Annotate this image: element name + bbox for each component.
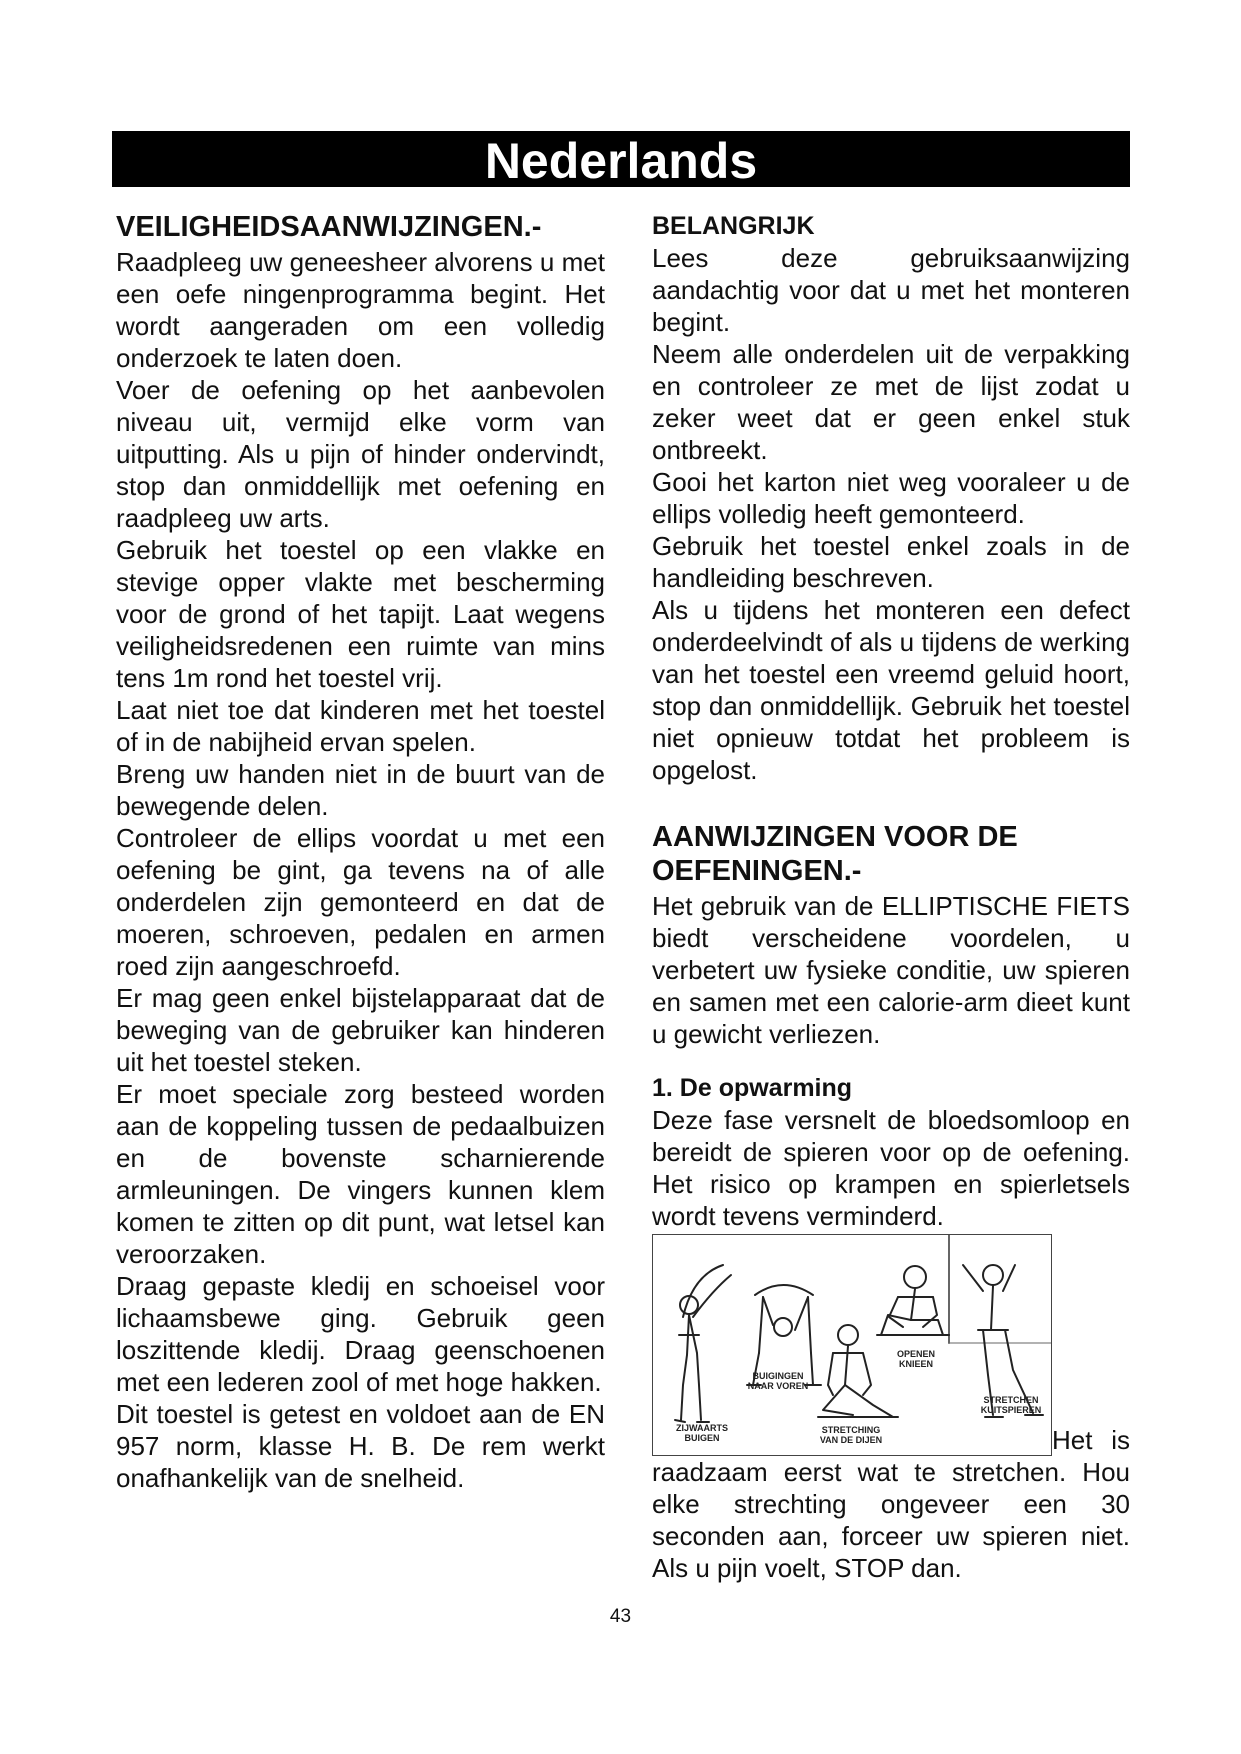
safety-paragraph: Dit toestel is getest en voldoet aan de EN 957 norm, klasse H. B. De rem werkt onafhankelijk van de snelheid.: [116, 1399, 605, 1493]
stretching-illustration: [652, 1234, 1052, 1456]
figure-label-line: KUITSPIEREN: [980, 1405, 1042, 1415]
safety-paragraph: Raadpleeg uw geneesheer alvorens u met een oefe ningenprogramma begint. Het wordt aangeraden om een volledig onderzoek te laten doen.: [116, 247, 605, 373]
figure-label-forward-bend: [735, 1371, 821, 1391]
exercise-heading-line: AANWIJZINGEN VOOR DE: [652, 821, 1018, 853]
figure-label-knee-opening: [881, 1349, 951, 1369]
figure-label-line: OPENEN: [896, 1349, 935, 1359]
exercise-heading-line: OEFENINGEN.-: [652, 855, 862, 887]
figure-label-line: NAAR VOREN: [747, 1381, 809, 1391]
figure-label-side-bend: [667, 1423, 737, 1443]
safety-paragraph: Draag gepaste kledij en schoeisel voor lichaamsbewe ging. Gebruik geen loszittende kledij. Draag geenschoenen met een lederen zool of met hoge hakken.: [116, 1271, 605, 1397]
warmup-heading: 1. De opwarming: [652, 1074, 853, 1102]
safety-paragraph: Er moet speciale zorg besteed worden aan de koppeling tussen de pedaalbuizen en de bovenste scharnierende armleuningen. De vingers kunnen klem komen te zitten op dit punt, wat letsel kan veroorzaken.: [116, 1079, 605, 1269]
figure-label-line: STRETCHING: [821, 1425, 881, 1435]
figure-label-line: KNIEEN: [898, 1359, 933, 1369]
important-paragraph: Gooi het karton niet weg vooraleer u de ellips volledig heeft gemonteerd.: [652, 467, 1130, 529]
warmup-stretch-text: raadzaam eerst wat te stretchen. Hou elke strechting ongeveer een 30 seconden aan, forceer uw spieren niet. Als u pijn voelt, STOP dan.: [652, 1457, 1130, 1583]
instructions-column: [652, 210, 1130, 1584]
het-is-text: Het is: [1052, 1425, 1130, 1455]
safety-paragraph: Voer de oefening op het aanbevolen niveau uit, vermijd elke vorm van uitputting. Als u pijn of hinder ondervindt, stop dan onmiddellijk met oefening en raadpleeg uw arts.: [116, 375, 605, 533]
safety-paragraph: Er mag geen enkel bijstelapparaat dat de beweging van de gebruiker kan hinderen uit het toestel steken.: [116, 983, 605, 1077]
language-banner: [112, 131, 1130, 187]
figure-label-line: BUIGINGEN: [752, 1371, 804, 1381]
safety-heading: VEILIGHEIDSAANWIJZINGEN.-: [116, 211, 542, 243]
important-paragraph: Neem alle onderdelen uit de verpakking en controleer ze met de lijst zodat u zeker weet dat er geen enkel stuk ontbreekt.: [652, 339, 1130, 465]
important-heading: BELANGRIJK: [652, 212, 815, 240]
language-title: Nederlands: [484, 133, 758, 189]
knee-opening-figure: [877, 1266, 949, 1335]
figure-label-thigh-stretch: [801, 1425, 901, 1445]
forward-bend-figure: [747, 1285, 821, 1385]
exercise-heading: [652, 820, 1130, 888]
safety-paragraph: Laat niet toe dat kinderen met het toestel of in de nabijheid ervan spelen.: [116, 695, 605, 757]
page-number: 43: [609, 1606, 632, 1627]
stretching-figures-drawing: [653, 1235, 1051, 1455]
exercise-intro: Het gebruik van de ELLIPTISCHE FIETS biedt verscheidene voordelen, u verbetert uw fysieke conditie, uw spieren en samen met een calorie-arm dieet kunt u gewicht verliezen.: [652, 891, 1130, 1049]
figure-label-line: BUIGEN: [684, 1433, 720, 1443]
safety-paragraph: Breng uw handen niet in de buurt van de bewegende delen.: [116, 759, 605, 821]
figure-label-calf-stretch: [971, 1395, 1051, 1415]
important-paragraph: Als u tijdens het monteren een defect onderdeelvindt of als u tijdens de werking van het toestel een vreemd geluid hoort, stop dan onmiddellijk. Gebruik het toestel niet opnieuw totdat het probleem is opgelost.: [652, 595, 1130, 785]
important-paragraph: Lees deze gebruiksaanwijzing aandachtig voor dat u met het monteren begint.: [652, 243, 1130, 337]
stretching-figure-wrap: [652, 1234, 1130, 1456]
figure-label-line: ZIJWAARTS: [675, 1423, 728, 1433]
figure-label-line: STRETCHEN: [983, 1395, 1039, 1405]
safety-paragraph: Gebruik het toestel op een vlakke en stevige opper vlakte met bescherming voor de grond of het tapijt. Laat wegens veiligheidsredenen een ruimte van mins tens 1m rond het toestel vrij.: [116, 535, 605, 693]
side-bend-figure: [675, 1265, 731, 1422]
figure-label-line: VAN DE DIJEN: [819, 1435, 883, 1445]
safety-column: [116, 210, 605, 1494]
warmup-text: Deze fase versnelt de bloedsomloop en bereidt de spieren voor op de oefening. Het risico op krampen en spierletsels wordt tevens verminderd.: [652, 1105, 1130, 1231]
important-paragraph: Gebruik het toestel enkel zoals in de handleiding beschreven.: [652, 531, 1130, 593]
safety-paragraph: Controleer de ellips voordat u met een oefening be gint, ga tevens na of alle onderdelen zijn gemonteerd en dat de moeren, schroeven, pedalen en armen roed zijn aangeschroefd.: [116, 823, 605, 981]
thigh-stretch-figure: [818, 1325, 898, 1417]
